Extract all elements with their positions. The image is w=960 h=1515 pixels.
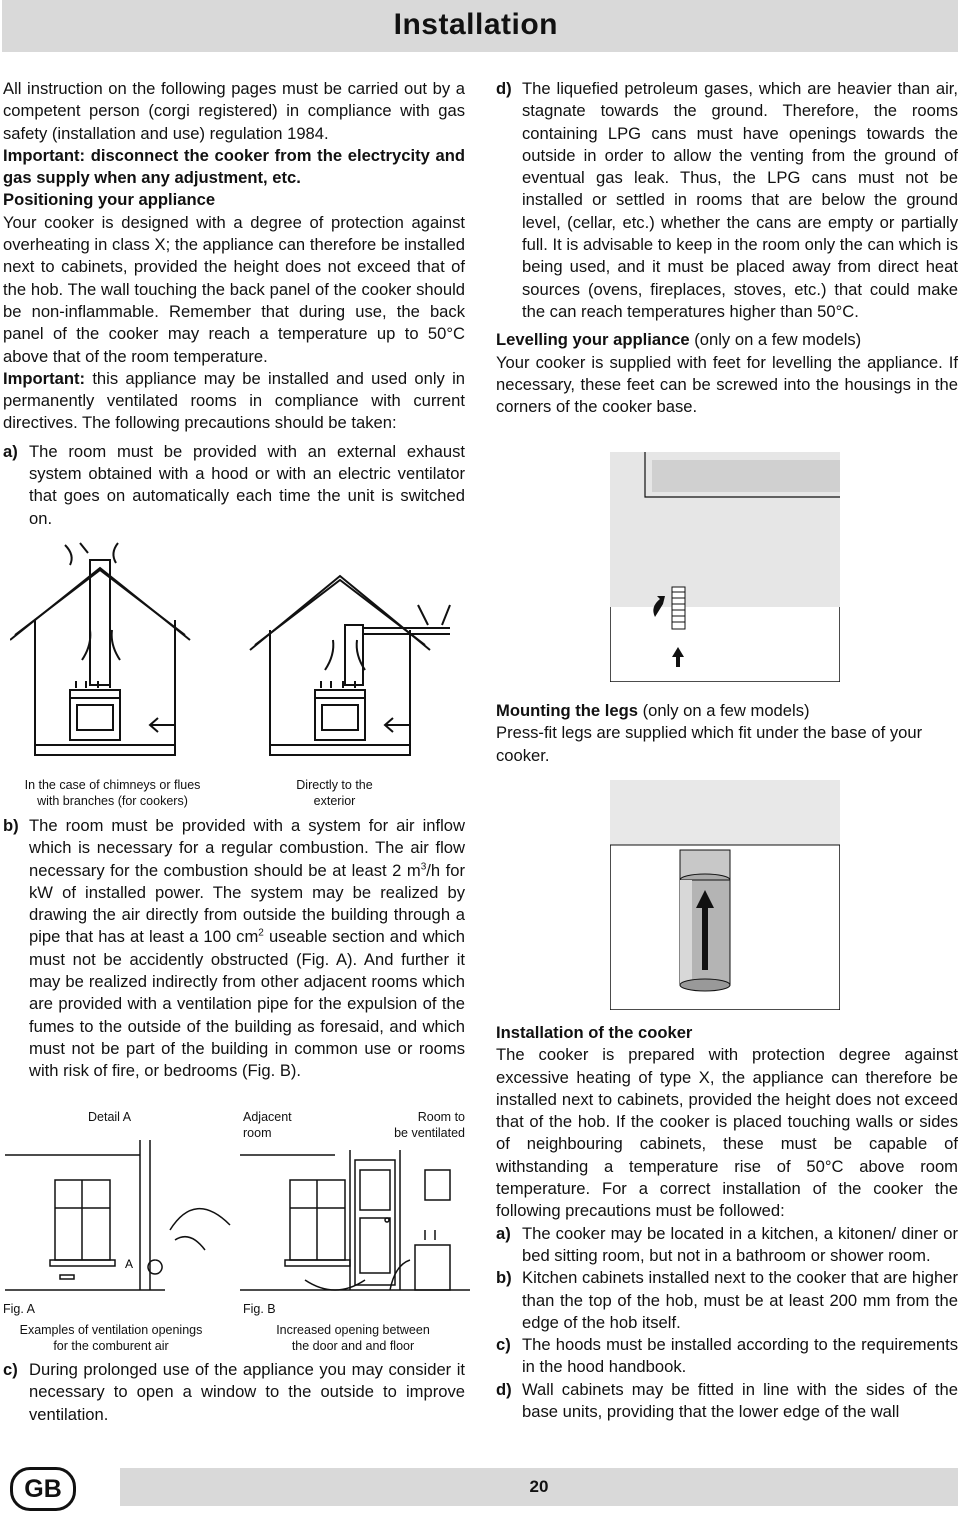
intro-paragraph: All instruction on the following pages must be carried out by a competent person (corgi registered) in compliance with gas safety (installation and use) regulation 1984.	[3, 79, 465, 143]
levelling-heading: Levelling your appliance	[496, 330, 690, 350]
item-b	[3, 815, 465, 1083]
figure-ab-diagram	[5, 1140, 470, 1300]
item-a	[3, 441, 465, 530]
levelling-feet-figure	[610, 452, 840, 682]
levelling-text: Your cooker is supplied with feet for levelling the appliance. If necessary, these feet can be screwed into the housings in the corners of the cooker base.	[496, 352, 958, 417]
intro-warning: Important: disconnect the cooker from the electrycity and gas supply when any adjustment, etc.	[3, 145, 465, 188]
caption-chimney	[0, 778, 225, 809]
caption-chimney-line1: In the case of chimneys or flues	[24, 778, 201, 792]
important-text: this appliance may be installed and used only in permanently ventilated rooms in compliance with current directives. The following precautions should be taken:	[3, 368, 465, 433]
mounting-legs-figure	[610, 780, 840, 1010]
install-item-a-text: The cooker may be located in a kitchen, a kitonen/ diner or bed sitting room, but not in a bathroom or shower room.	[522, 1223, 958, 1265]
install-item-a-label: a)	[496, 1223, 511, 1243]
fig-room-vent-line2: be ventilated	[394, 1125, 465, 1140]
fig-a-caption-line2: for the comburent air	[53, 1338, 169, 1353]
caption-exterior	[272, 778, 397, 809]
fig-adjacent-line1: Adjacent	[243, 1110, 292, 1124]
item-b-sup-1: 3	[420, 861, 427, 873]
fig-b-caption-line1: Increased opening between	[276, 1323, 430, 1337]
item-c-label: c)	[3, 1360, 18, 1379]
install-item-d-label: d)	[496, 1379, 512, 1399]
fig-a-caption-line1: Examples of ventilation openings	[19, 1323, 203, 1337]
item-d-text: The liquefied petroleum gases, which are heavier than air, stagnate towards the ground. Therefore, the rooms containing LPG cans must have openings towards the outside in order to allow the venting from the ground of eventual gas leak. Thus, the LPG cans must not be installed or settled in rooms that are below the ground level, (cellar, etc.) whether the cans are empty or partially full. It is advisable to keep in the room only the can which is being used, and it must be placed away from direct heat sources (ovens, fireplaces, stoves, etc.) that could make the can reach temperatures higher than 50°C.	[522, 79, 958, 321]
positioning-heading: Positioning your appliance	[3, 190, 216, 210]
install-text: The cooker is prepared with protection degree against excessive heating of type X, the appliance can therefore be installed next to cabinets, provided the height does not exceed that of the hob. If the cooker is placed touching walls or sides of neighbouring cabinets, these must be capable of withstanding a temperature rise of 50°C above room temperature. For a correct installation of the cooker the following precautions must be followed:	[496, 1045, 958, 1221]
install-item-c-text: The hoods must be installed according to the requirements in the hood handbook.	[522, 1335, 958, 1377]
install-heading: Installation of the cooker	[496, 1023, 693, 1042]
install-section	[496, 1022, 958, 1423]
ventilation-house-diagram	[10, 540, 480, 780]
item-b-text-1: The room must be provided with a system for air inflow which is necessary for a regular combustion. The air flow necessary for the combustion should be at least 2 m	[29, 816, 465, 880]
fig-adjacent-label	[243, 1110, 292, 1141]
item-c	[3, 1359, 465, 1426]
levelling-paragraph	[496, 329, 958, 351]
install-list-item	[496, 1379, 958, 1424]
install-list-item	[496, 1267, 958, 1334]
item-a-label: a)	[3, 441, 18, 461]
item-b-text-3: useable section and which must not be accidently obstructed (Fig. A). And further it may be realized indirectly from other adjacent rooms which are provided with a ventilation pipe for the expulsion of the fumes to the outside of the building as foresaid, and which must not be part of the building in common use or rooms with risk of fire, or bedrooms (Fig. B).	[29, 927, 465, 1081]
item-d-label: d)	[496, 79, 512, 98]
install-list-item	[496, 1334, 958, 1379]
positioning-text: Your cooker is designed with a degree of protection against overheating in class X; the appliance can therefore be installed next to cabinets, provided the height does not exceed that of the hob. The wall touching the back panel of the cooker should be non-inflammable. Remember that during use, the back panel of the cooker may reach a temperature up to 50°C above that of the room temperature.	[3, 212, 465, 366]
caption-chimney-line2: with branches (for cookers)	[37, 793, 188, 808]
install-list-item	[496, 1223, 958, 1268]
fig-b-caption-line2: the door and and floor	[291, 1338, 415, 1353]
item-c-text: During prolonged use of the appliance you may consider it necessary to open a window to the outside to improve ventilation.	[29, 1360, 465, 1424]
levelling-note: (only on a few models)	[689, 330, 862, 350]
item-b-label: b)	[3, 816, 19, 835]
mounting-paragraph	[496, 700, 958, 722]
mounting-section	[496, 700, 958, 767]
item-b-sup-2: 2	[258, 927, 264, 939]
page-footer-bar	[120, 1468, 958, 1506]
caption-exterior-line2: exterior	[313, 793, 356, 808]
right-column-top	[496, 78, 958, 418]
install-item-d-text: Wall cabinets may be fitted in line with the sides of the base units, providing that the lower edge of the wall	[522, 1379, 958, 1422]
mounting-text: Press-fit legs are supplied which fit under the base of your cooker.	[496, 723, 923, 765]
item-b-text-2: /h for kW of installed power. The system may be realized by drawing the air directly from outside the building through a pipe that has at least a 100 cm	[29, 860, 465, 947]
fig-a-label: Fig. A	[3, 1302, 35, 1316]
important-paragraph	[3, 368, 465, 435]
item-a-text: The room must be provided with an external exhaust system obtained with a hood or with an electric ventilator that goes on automatically each time the unit is switched on.	[29, 441, 465, 528]
fig-a-caption	[0, 1323, 222, 1354]
install-item-b-label: b)	[496, 1268, 512, 1288]
fig-detail-a-label: Detail A	[88, 1110, 132, 1124]
fig-letter-a: A	[125, 1257, 134, 1271]
mounting-heading: Mounting the legs	[496, 701, 638, 720]
page-number: 20	[529, 1477, 549, 1496]
page-header	[2, 0, 958, 52]
fig-b-label: Fig. B	[243, 1302, 276, 1316]
important-label: Important:	[3, 368, 86, 388]
fig-room-vent-line1: Room to	[417, 1110, 465, 1124]
fig-room-vent-label	[380, 1110, 465, 1141]
left-column-top	[3, 78, 465, 530]
mounting-note: (only on a few models)	[637, 701, 810, 720]
install-item-c-label: c)	[496, 1335, 511, 1355]
page-title: Installation	[393, 8, 558, 41]
caption-exterior-line1: Directly to the	[296, 778, 373, 792]
fig-adjacent-line2: room	[243, 1125, 272, 1140]
language-badge: GB	[10, 1467, 76, 1511]
fig-b-caption	[258, 1323, 448, 1354]
install-item-b-text: Kitchen cabinets installed next to the cooker that are higher than the top of the hob, must be at least 200 mm from the edge of the hob itself.	[522, 1268, 958, 1332]
